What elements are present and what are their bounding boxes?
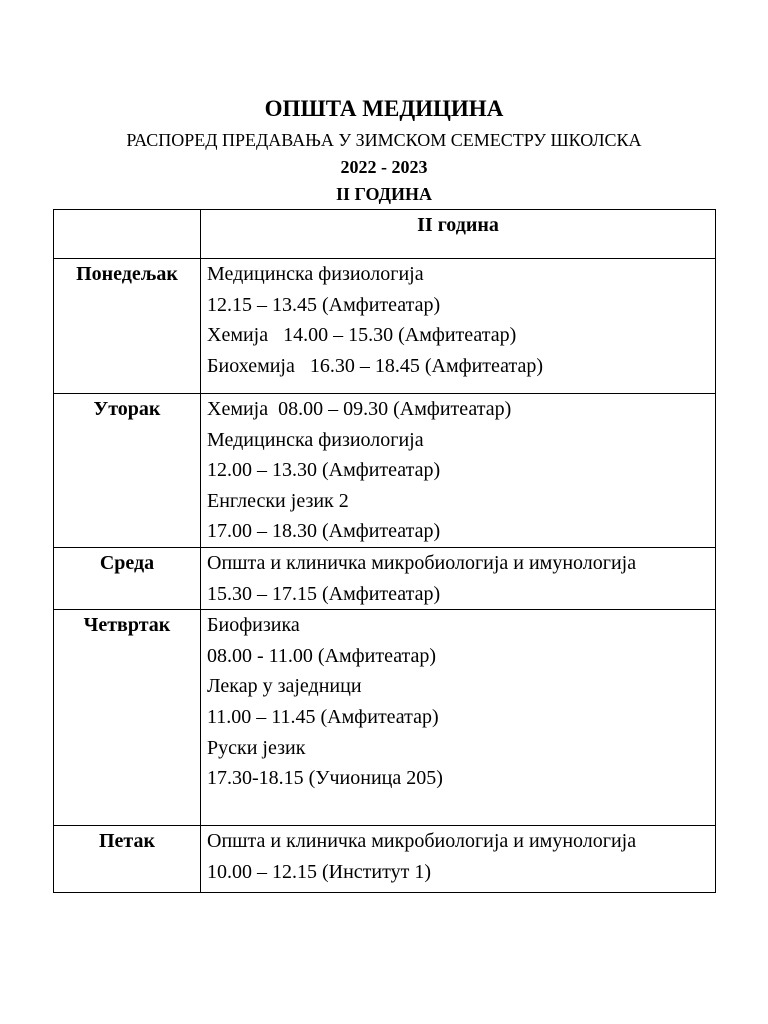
lecture-line: 17.30-18.15 (Учионица 205) <box>207 767 443 790</box>
lecture-line: 12.15 – 13.45 (Амфитеатар) <box>207 293 441 316</box>
lecture-line: 12.00 – 13.30 (Амфитеатар) <box>207 459 441 482</box>
lecture-line: Хемија 08.00 – 09.30 (Амфитеатар) <box>207 398 512 420</box>
day-cell <box>54 826 201 893</box>
table-header-row <box>54 210 716 259</box>
table-row-friday <box>54 826 716 893</box>
lecture-line: Енглески језик 2 <box>207 489 349 512</box>
lecture-line: 10.00 – 12.15 (Институт 1) <box>207 860 432 883</box>
study-year: II ГОДИНА <box>335 184 432 204</box>
lecture-line: Лекар у заједници <box>207 675 362 698</box>
day-cell <box>54 259 201 394</box>
lecture-line: 08.00 - 11.00 (Амфитеатар) <box>207 644 437 667</box>
table-row-tuesday <box>54 394 716 548</box>
column-header-year: II година <box>201 210 716 259</box>
lectures-cell <box>201 610 716 826</box>
table-row-monday <box>54 259 716 394</box>
schedule-table <box>53 209 716 893</box>
document-subtitle: РАСПОРЕД ПРЕДАВАЊА У ЗИМСКОМ СЕМЕСТРУ ШКОЛСКА <box>126 130 642 150</box>
lecture-line: Хемија 14.00 – 15.30 (Амфитеатар) <box>207 324 517 347</box>
day-cell <box>54 394 201 548</box>
header-corner-cell <box>54 210 201 259</box>
day-cell <box>54 610 201 826</box>
lecture-line: 17.00 – 18.30 (Амфитеатар) <box>207 520 441 543</box>
lecture-line: Биофизика <box>207 614 300 637</box>
lectures-cell <box>201 394 716 548</box>
lecture-line: Општа и клиничка микробиологија и имунологија <box>207 830 637 853</box>
lecture-line: 11.00 – 11.45 (Амфитеатар) <box>207 705 439 728</box>
table-row-wednesday <box>54 547 716 609</box>
lectures-cell <box>201 547 716 609</box>
lectures-cell <box>201 259 716 394</box>
lecture-line: Биохемија 16.30 – 18.45 (Амфитеатар) <box>207 354 544 377</box>
day-label: Уторак <box>93 398 161 420</box>
day-label: Среда <box>99 551 155 574</box>
lecture-line: Општа и клиничка микробиологија и имунологија <box>207 551 637 574</box>
day-label: Четвртак <box>83 614 171 637</box>
lecture-line: Медицинска физиологија <box>207 428 424 451</box>
table-row-thursday <box>54 610 716 826</box>
lecture-line: Медицинска физиологија <box>207 263 424 285</box>
school-years: 2022 - 2023 <box>340 157 428 177</box>
day-label: Петак <box>98 830 156 853</box>
day-label: Понедељак <box>76 263 178 285</box>
document-title: ОПШТА МЕДИЦИНА <box>264 96 504 121</box>
lecture-line: Руски језик <box>207 736 306 759</box>
lecture-line: 15.30 – 17.15 (Амфитеатар) <box>207 582 441 605</box>
day-cell <box>54 547 201 609</box>
lectures-cell <box>201 826 716 893</box>
